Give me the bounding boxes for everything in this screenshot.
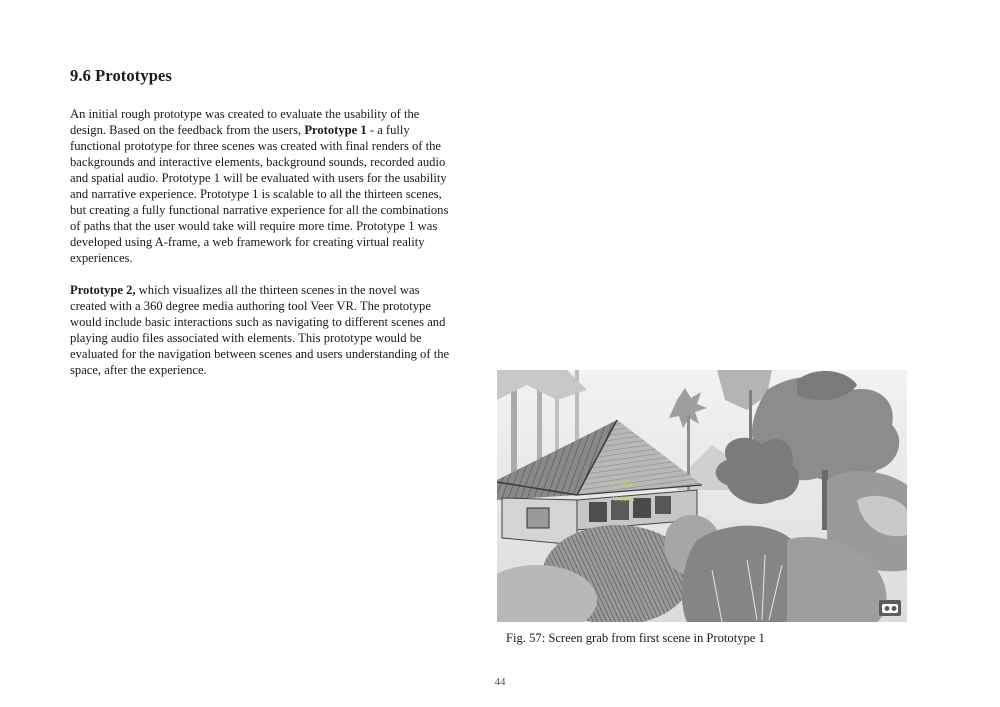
text-line <box>70 202 470 218</box>
text-line <box>70 250 470 266</box>
vr-headset-icon[interactable] <box>879 600 901 616</box>
text-line <box>70 170 470 186</box>
text-line <box>70 298 470 314</box>
text-line <box>70 122 470 138</box>
text-line <box>70 218 470 234</box>
text-line <box>70 106 470 122</box>
text-span: but creating a fully functional narrative experience for all the combinations <box>70 203 449 217</box>
text-span: experiences. <box>70 251 133 265</box>
overlay-y-coordinate: Y: 39.01 <box>613 497 636 503</box>
text-line <box>70 282 470 298</box>
text-span: and spatial audio. Prototype 1 will be evaluated with users for the usability <box>70 171 447 185</box>
text-span: An initial rough prototype was created to evaluate the usability of the <box>70 107 420 121</box>
text-span: and narrative experience. Prototype 1 is scalable to all the thirteen scenes, <box>70 187 442 201</box>
bold-term: Prototype 2, <box>70 283 136 297</box>
paragraph-prototype-1 <box>70 106 470 266</box>
text-line <box>70 362 470 378</box>
text-span: created with a 360 degree media authoring tool Veer VR. The prototype <box>70 299 431 313</box>
text-span: backgrounds and interactive elements, background sounds, recorded audio <box>70 155 446 169</box>
text-line <box>70 154 470 170</box>
text-span: developed using A-frame, a web framework for creating virtual reality <box>70 235 425 249</box>
bold-term: Prototype 1 <box>304 123 367 137</box>
text-line <box>70 314 470 330</box>
text-span: of paths that the user would take will require more time. Prototype 1 was <box>70 219 438 233</box>
text-line <box>70 186 470 202</box>
house-window <box>527 508 549 528</box>
text-span: evaluated for the navigation between scenes and users understanding of the <box>70 347 450 361</box>
scene-illustration <box>497 370 907 622</box>
text-line <box>70 234 470 250</box>
text-line <box>70 138 470 154</box>
text-span: would include basic interactions such as navigating to different scenes and <box>70 315 446 329</box>
text-span: which visualizes all the thirteen scenes in the novel was <box>135 283 420 297</box>
text-span: design. Based on the feedback from the users, <box>70 123 305 137</box>
text-line <box>70 346 470 362</box>
text-line <box>70 330 470 346</box>
text-span: playing audio files associated with elements. This prototype would be <box>70 331 422 345</box>
text-span: functional prototype for three scenes was created with final renders of the <box>70 139 442 153</box>
text-span: space, after the experience. <box>70 363 207 377</box>
overlay-x-coordinate: X: 358.17 <box>610 482 636 488</box>
section-heading: 9.6 Prototypes <box>70 66 172 85</box>
prototype-scene-screenshot <box>497 370 907 622</box>
page-number: 44 <box>494 676 506 688</box>
figure-caption: Fig. 57: Screen grab from first scene in Prototype 1 <box>506 631 765 645</box>
paragraph-prototype-2 <box>70 282 470 378</box>
text-span: - a fully <box>366 123 410 137</box>
